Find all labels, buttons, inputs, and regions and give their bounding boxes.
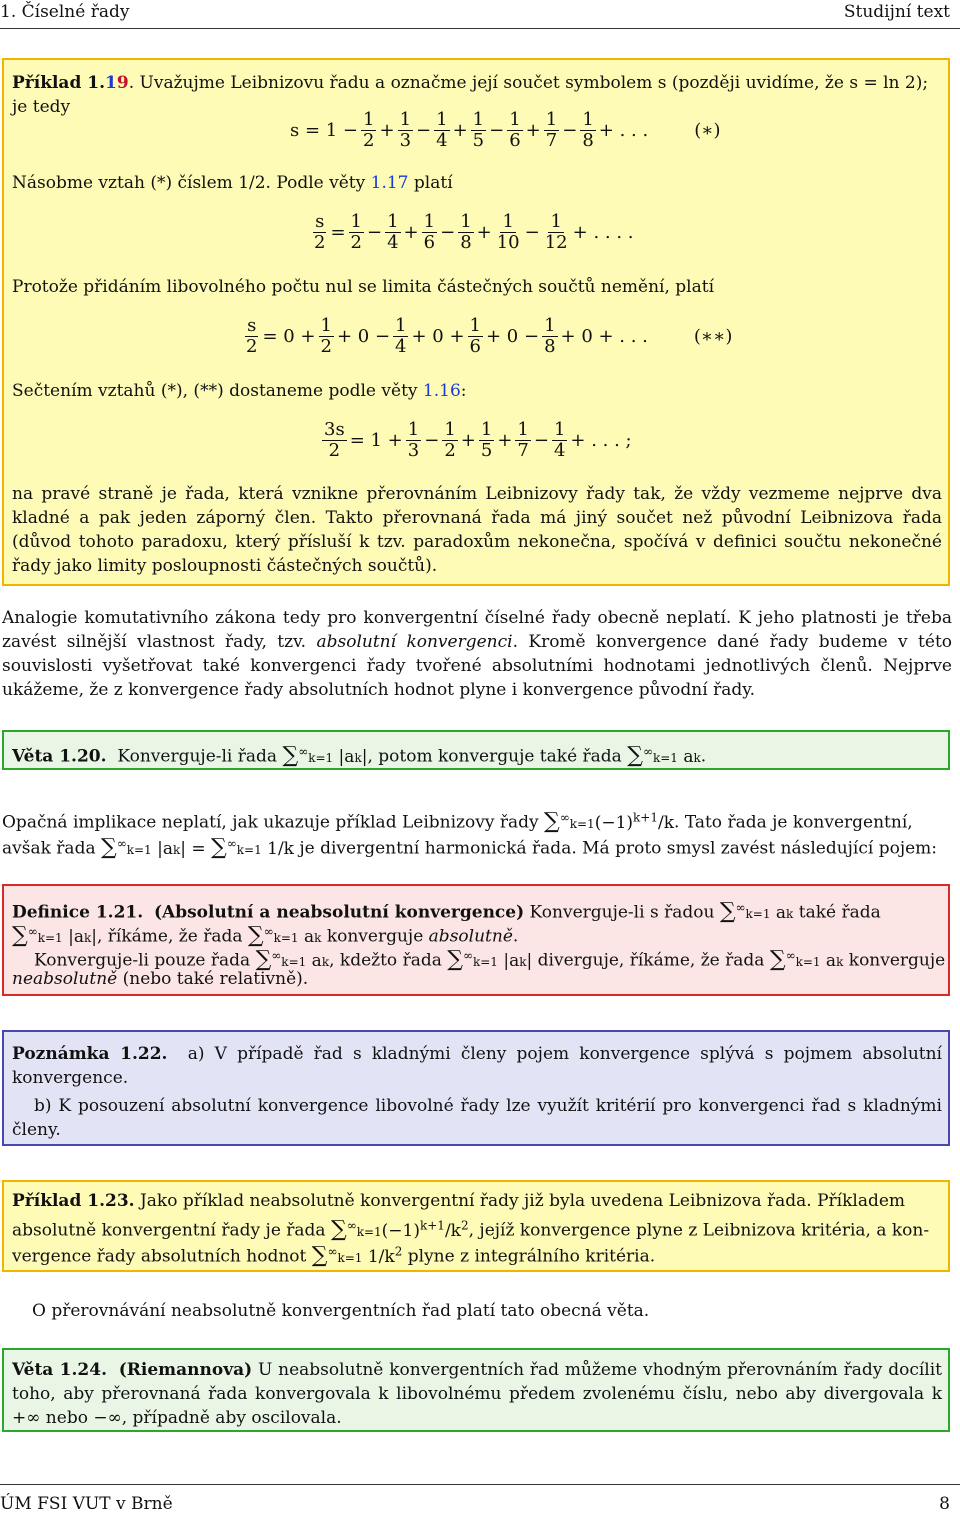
header-rule	[0, 28, 960, 29]
definition-1-21-box	[2, 884, 950, 996]
rearranged-series-equation: $\frac{3s}{2}$ = 1 + $\frac{1}{3}$ − $\frac{1}{2}$ + $\frac{1}{5}$ + $\frac{1}{7}$ − $\frac{1}{4}$ + . . . ;	[324, 419, 632, 461]
definition-1-21-line3: Konverguje-li pouze řada ∑∞k=1 ak, kdežto řada ∑∞k=1 |ak| diverguje, říkáme, že řada ∑∞k=1 ak konverguje	[34, 946, 946, 972]
example-1-19-line4: Protože přidáním libovolného počtu nul se limita částečných součtů nemění, platí	[12, 277, 715, 297]
definition-1-21-line2: ∑∞k=1 |ak|, říkáme, že řada ∑∞k=1 ak konverguje absolutně.	[12, 922, 519, 948]
theorem-1-24-text: Věta 1.24. (Riemannova) U neabsolutně konvergentních řad můžeme vhodným přerovnáním řady docílit toho, aby přerovnaná řada konvergovala k libovolnému předem zvolenému číslu, nebo aby divergovala k +∞ nebo −∞, případně aby oscilovala.	[12, 1360, 943, 1428]
example-1-19-line2: je tedy	[12, 97, 71, 117]
example-title: Příklad 1.19	[12, 73, 129, 93]
page-number: 8	[939, 1494, 950, 1514]
definition-1-21-line4: neabsolutně (nebo také relativně).	[12, 969, 309, 989]
paragraph-commutative-law: Analogie komutativního zákona tedy pro konvergentní číselné řady obecně neplatí. K jeho platnosti je třeba zavést silnější vlastnost řady, tzv. absolutní konvergenci. Kromě konvergence dané řady budeme v této souvislosti vyšetřovat také konvergenci řady tvořené absolutními hodnotami jednotlivých členů. Nejprve ukážeme, že z konvergence řady absolutních hodnot plyne i konvergence původní řady.	[2, 608, 953, 700]
example-1-19-box	[2, 58, 950, 586]
remark-1-22-box	[2, 1030, 950, 1146]
footer-left: ÚM FSI VUT v Brně	[0, 1494, 173, 1514]
leibniz-series-equation: s = 1 − $\frac{1}{2}$ + $\frac{1}{3}$ − $\frac{1}{4}$ + $\frac{1}{5}$ − $\frac{1}{6}$ + $\frac{1}{7}$ − $\frac{1}{8}$ + . . . (∗)	[290, 109, 721, 151]
example-1-23-line1: Příklad 1.23. Jako příklad neabsolutně konvergentní řady již byla uvedena Leibnizova řada. Příkladem	[12, 1191, 906, 1211]
example-1-23-line2: absolutně konvergentní řady je řada $\sum^\infty k=1(-1)^{k+1}/k^2$, jejíž konvergence plyne z Leibnizova kritéria, a kon-	[12, 1216, 930, 1242]
example-1-23-line3: vergence řady absolutních hodnot ∑∞k=1 $1/k^2$ plyne z integrálního kritéria.	[12, 1242, 656, 1268]
equation-tag-star: (∗)	[694, 120, 721, 141]
half-series-equation: $\frac{s}{2}$ = $\frac{1}{2}$ − $\frac{1}{4}$ + $\frac{1}{6}$ − $\frac{1}{8}$ + $\frac{1}{10}$ − $\frac{1}{12}$ + . . . .	[314, 211, 634, 253]
example-1-19-line3: Násobme vztah (*) číslem 1/2. Podle věty 1.17 platí	[12, 173, 453, 193]
paragraph-opposite-implication-line2: avšak řada ∑∞k=1 |ak| = ∑∞k=1 1/k je divergentní harmonická řada. Má proto smysl zavést následující pojem:	[2, 834, 938, 860]
ref-theorem-1-16[interactable]: 1.16	[422, 381, 461, 401]
theorem-1-20-text: Věta 1.20. Konverguje-li řada ∑∞k=1 |ak|, potom konverguje také řada ∑∞k=1 ak.	[12, 742, 707, 768]
example-1-19-explanation: na pravé straně je řada, která vznikne přerovnáním Leibnizovy řady tak, že vždy vezmeme nejprve dva kladné a pak jeden záporný člen. Takto přerovnaná řada má jiný součet než původní Leibnizova řada (důvod tohoto paradoxu, který přísluší k tzv. paradoxům nekonečna, spočívá v definici součtu nekonečné řady jako limity posloupnosti částečných součtů).	[12, 484, 942, 576]
example-1-23-box	[2, 1180, 950, 1272]
paragraph-rearrangement: O přerovnávání neabsolutně konvergentních řad platí tato obecná věta.	[32, 1301, 650, 1321]
paragraph-opposite-implication-line1: Opačná implikace neplatí, jak ukazuje příklad Leibnizovy řady $\sum^\infty k=1(-1)^{k+1}/k$. Tato řada je konvergentní,	[2, 808, 913, 834]
example-1-19-line5: Sečtením vztahů (*), (**) dostaneme podle věty 1.16:	[12, 381, 467, 401]
definition-1-21-line1: Definice 1.21. (Absolutní a neabsolutní konvergence) Konverguje-li s řadou ∑∞k=1 ak také řada	[12, 898, 881, 924]
ref-theorem-1-17[interactable]: 1.17	[370, 173, 409, 193]
footer-rule	[0, 1484, 960, 1485]
example-1-19-line1: Příklad 1.19. Uvažujme Leibnizovu řadu a označme její součet symbolem s (později uvidíme, že s = ln 2);	[12, 73, 929, 93]
equation-tag-double-star: (∗∗)	[693, 326, 733, 347]
header-right: Studijní text	[843, 2, 950, 22]
chapter-title: 1. Číselné řady	[0, 2, 130, 22]
remark-1-22-b: b) K posouzení absolutní konvergence libovolné řady lze využít kritérií pro konvergenci řad s kladnými členy.	[12, 1096, 942, 1140]
zero-padded-equation: $\frac{s}{2}$ = 0 + $\frac{1}{2}$ + 0 − $\frac{1}{4}$ + 0 + $\frac{1}{6}$ + 0 − $\frac{1}{8}$ + 0 + . . . (∗∗)	[246, 315, 733, 357]
theorem-1-20-box	[2, 730, 950, 770]
remark-1-22-a: Poznámka 1.22. a) V případě řad s kladnými členy pojem konvergence splývá s pojmem absolutní konvergence.	[12, 1044, 942, 1088]
theorem-1-24-box	[2, 1348, 950, 1432]
